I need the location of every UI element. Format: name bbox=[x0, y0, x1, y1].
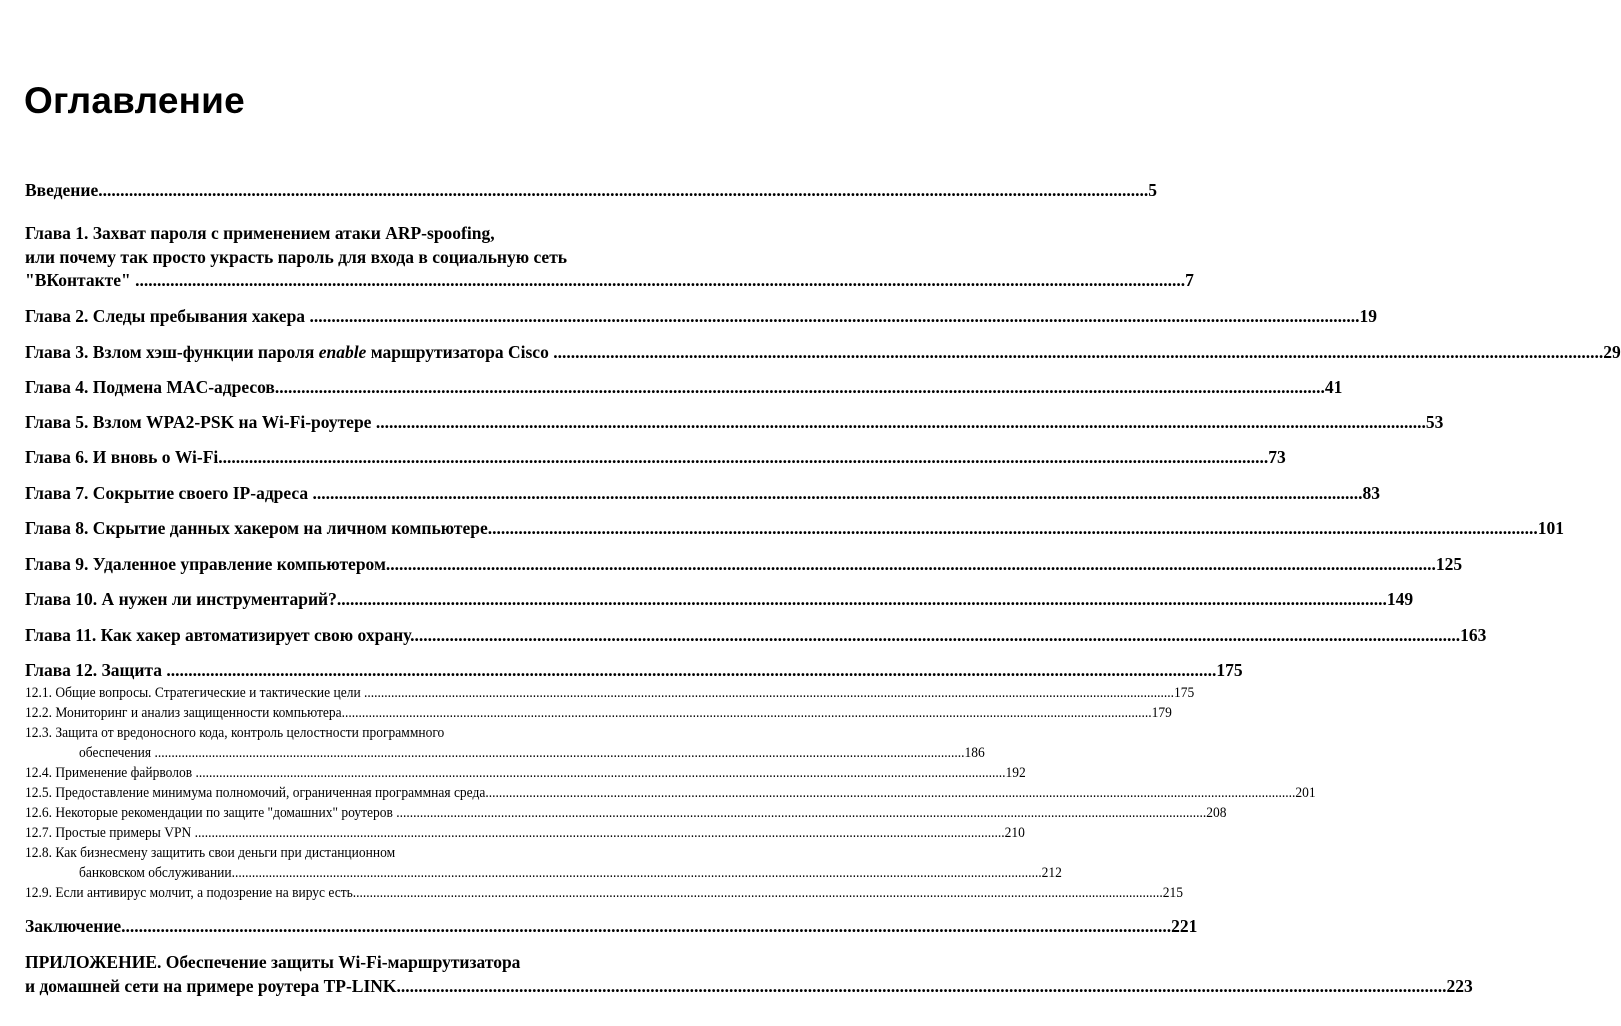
subentry-page: 192 bbox=[1005, 765, 1026, 781]
toc-subentry-12-6[interactable] bbox=[25, 803, 1227, 823]
dot-leader bbox=[121, 916, 1171, 936]
toc-subentry-12-8[interactable] bbox=[25, 843, 1062, 883]
entry-page: 53 bbox=[1425, 412, 1444, 432]
entry-page: 149 bbox=[1386, 589, 1414, 609]
toc-subentry-12-3[interactable] bbox=[25, 723, 985, 763]
toc-entry-chapter-10[interactable] bbox=[25, 588, 1414, 610]
entry-title: Глава 7. Сокрытие своего IP-адреса bbox=[25, 483, 313, 503]
subentry-title: 12.6. Некоторые рекомендации по защите "домашних" роутеров bbox=[25, 805, 397, 821]
dot-leader bbox=[154, 745, 964, 761]
entry-title: Глава 4. Подмена MAC-адресов bbox=[25, 377, 275, 397]
dot-leader bbox=[386, 554, 1436, 574]
entry-title: Глава 10. А нужен ли инструментарий? bbox=[25, 589, 337, 609]
toc-subentry-12-9[interactable] bbox=[25, 883, 1184, 903]
entry-title: Глава 2. Следы пребывания хакера bbox=[25, 306, 310, 326]
entry-title: Глава 8. Скрытие данных хакером на личном компьютере bbox=[25, 518, 488, 538]
toc-subentry-12-7[interactable] bbox=[25, 823, 1025, 843]
toc-subentry-12-5[interactable] bbox=[25, 783, 1316, 803]
entry-page: 5 bbox=[1148, 180, 1157, 200]
dot-leader bbox=[232, 865, 1042, 881]
dot-leader bbox=[410, 625, 1460, 645]
dot-leader bbox=[309, 306, 1359, 326]
subentry-page: 208 bbox=[1206, 805, 1227, 821]
dot-leader bbox=[553, 342, 1603, 362]
dot-leader bbox=[195, 765, 1005, 781]
subentry-page: 175 bbox=[1174, 685, 1195, 701]
entry-title-line: Глава 1. Захват пароля с применением атаки ARP-spoofing, bbox=[25, 223, 495, 243]
dot-leader bbox=[364, 685, 1174, 701]
entry-title-post: маршрутизатора Cisco bbox=[366, 342, 554, 362]
subentry-page: 186 bbox=[964, 745, 985, 761]
toc-entry-chapter-2[interactable] bbox=[25, 305, 1377, 327]
entry-title-line: ПРИЛОЖЕНИЕ. Обеспечение защиты Wi-Fi-маршрутизатора bbox=[25, 952, 521, 972]
dot-leader bbox=[337, 589, 1387, 609]
subentry-page: 215 bbox=[1162, 885, 1184, 901]
toc-entry-chapter-5[interactable] bbox=[25, 411, 1444, 433]
subentry-title-line: 12.3. Защита от вредоносного кода, контроль целостности программного bbox=[25, 725, 445, 741]
toc-entry-chapter-1[interactable] bbox=[25, 222, 1194, 293]
entry-page: 221 bbox=[1171, 916, 1198, 936]
dot-leader bbox=[342, 705, 1152, 721]
toc-entry-chapter-7[interactable] bbox=[25, 482, 1380, 504]
toc-entry-conclusion[interactable] bbox=[25, 915, 1198, 937]
entry-page: 163 bbox=[1460, 625, 1487, 645]
entry-title-line: "ВКонтакте" bbox=[25, 270, 136, 290]
dot-leader bbox=[195, 825, 1005, 841]
dot-leader bbox=[313, 483, 1363, 503]
entry-page: 125 bbox=[1435, 554, 1463, 574]
entry-page: 29 bbox=[1603, 342, 1621, 362]
subentry-page: 201 bbox=[1295, 785, 1316, 801]
toc-subentry-12-1[interactable] bbox=[25, 683, 1195, 703]
subentry-page: 210 bbox=[1004, 825, 1025, 841]
toc-entry-chapter-4[interactable] bbox=[25, 376, 1343, 398]
subentry-title: 12.7. Простые примеры VPN bbox=[25, 825, 195, 841]
toc-entry-introduction[interactable] bbox=[25, 179, 1157, 201]
entry-title: Заключение bbox=[25, 916, 122, 936]
entry-page: 41 bbox=[1324, 377, 1343, 397]
subentry-title-line: 12.8. Как бизнесмену защитить свои деньги при дистанционном bbox=[25, 845, 396, 861]
entry-title-pre: Глава 3. Взлом хэш-функции пароля bbox=[25, 342, 319, 362]
toc-subentry-12-4[interactable] bbox=[25, 763, 1026, 783]
toc-subentry-12-2[interactable] bbox=[25, 703, 1172, 723]
entry-page: 223 bbox=[1446, 976, 1473, 996]
dot-leader bbox=[397, 976, 1447, 996]
entry-page: 83 bbox=[1362, 483, 1380, 503]
toc-entry-chapter-12[interactable] bbox=[25, 659, 1243, 681]
subentry-title-line: банковском обслуживании bbox=[79, 865, 232, 881]
entry-title: Глава 6. И вновь о Wi-Fi bbox=[25, 447, 219, 467]
dot-leader bbox=[275, 377, 1325, 397]
subentry-title: 12.2. Мониторинг и анализ защищенности компьютера bbox=[25, 705, 342, 721]
dot-leader bbox=[488, 518, 1538, 538]
toc-entry-appendix[interactable] bbox=[25, 950, 1473, 998]
entry-page: 73 bbox=[1268, 447, 1286, 467]
dot-leader bbox=[485, 785, 1295, 801]
entry-title-italic: enable bbox=[318, 342, 367, 362]
dot-leader bbox=[376, 412, 1426, 432]
dot-leader bbox=[353, 885, 1163, 901]
dot-leader bbox=[98, 180, 1148, 200]
entry-title bbox=[25, 342, 553, 362]
dot-leader bbox=[396, 805, 1206, 821]
subentry-title: 12.1. Общие вопросы. Стратегические и тактические цели bbox=[25, 685, 365, 701]
entry-title: Глава 11. Как хакер автоматизирует свою охрану bbox=[25, 625, 411, 645]
entry-title: Введение bbox=[25, 180, 99, 200]
subentry-title: 12.9. Если антивирус молчит, а подозрение на вирус есть bbox=[25, 885, 353, 901]
dot-leader bbox=[135, 270, 1185, 290]
toc-entry-chapter-8[interactable] bbox=[25, 517, 1564, 539]
toc-entry-chapter-11[interactable] bbox=[25, 624, 1487, 646]
entry-title: Глава 12. Защита bbox=[25, 660, 167, 680]
subentry-title: 12.4. Применение файрволов bbox=[25, 765, 196, 781]
entry-title: Глава 5. Взлом WPA2-PSK на Wi-Fi-роутере bbox=[25, 412, 376, 432]
entry-page: 175 bbox=[1216, 660, 1243, 680]
entry-page: 101 bbox=[1537, 518, 1564, 538]
subentry-title: 12.5. Предоставление минимума полномочий, ограниченная программная среда bbox=[25, 785, 486, 801]
dot-leader bbox=[166, 660, 1216, 680]
entry-page: 7 bbox=[1185, 270, 1194, 290]
entry-title: Глава 9. Удаленное управление компьютером bbox=[25, 554, 386, 574]
toc-entry-chapter-9[interactable] bbox=[25, 553, 1463, 575]
entry-title-line: или почему так просто украсть пароль для входа в социальную сеть bbox=[25, 246, 568, 267]
dot-leader bbox=[218, 447, 1268, 467]
entry-title-line: и домашней сети на примере роутера TP-LINK bbox=[25, 976, 397, 996]
entry-page: 19 bbox=[1359, 306, 1377, 326]
toc-entry-chapter-6[interactable] bbox=[25, 446, 1286, 468]
subentry-page: 179 bbox=[1151, 705, 1172, 721]
subentry-title-line: обеспечения bbox=[79, 745, 155, 761]
page-title: Оглавление bbox=[24, 80, 245, 121]
subentry-page: 212 bbox=[1041, 865, 1062, 881]
toc-entry-chapter-3[interactable] bbox=[25, 341, 1621, 363]
